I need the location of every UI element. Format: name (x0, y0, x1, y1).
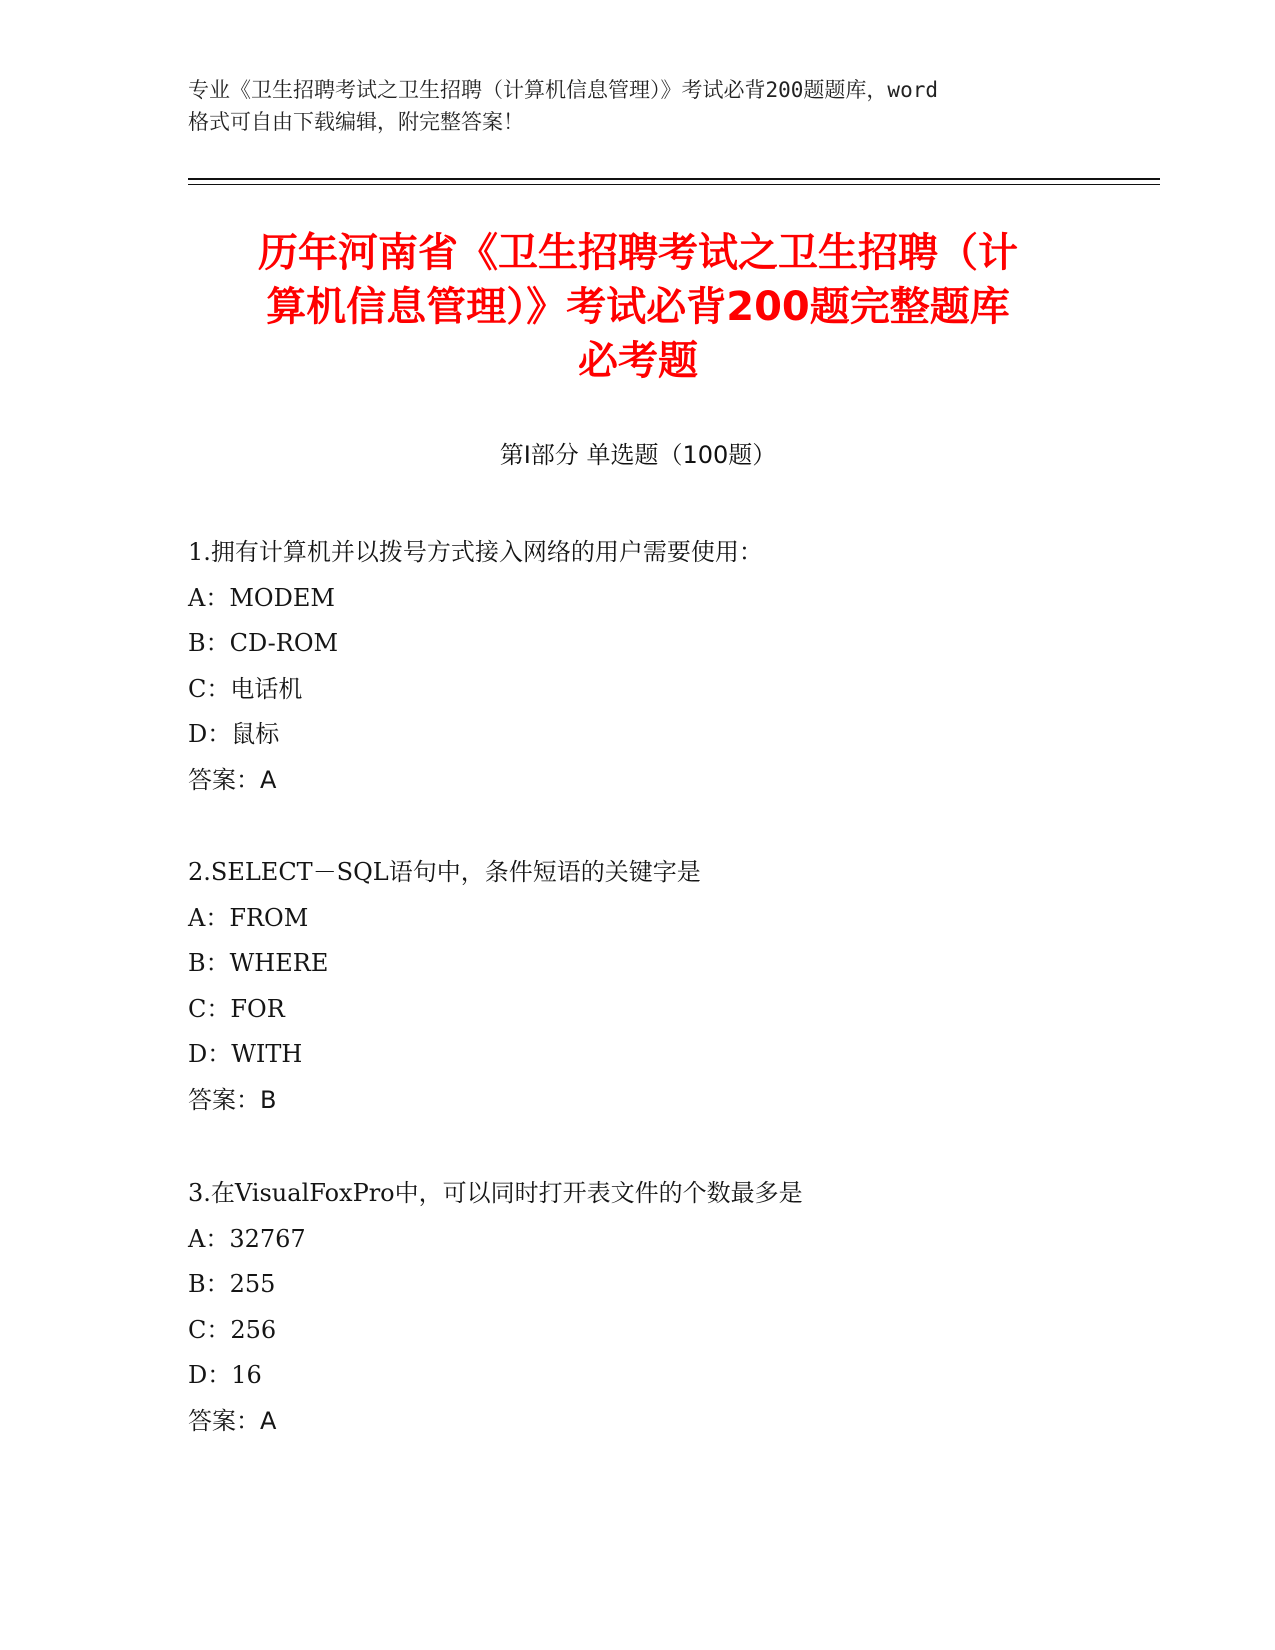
document-title-line-2: 算机信息管理）》考试必背200题完整题库 (266, 284, 1010, 330)
option-b: B：CD-ROM (188, 629, 339, 657)
option-b: B：WHERE (188, 949, 329, 977)
question-2 (188, 850, 1148, 1123)
question-stem: 2.SELECT－SQL语句中，条件短语的关键字是 (188, 858, 701, 886)
header-divider-thin (188, 184, 1160, 185)
header-note-line-2: 格式可自由下载编辑，附完整答案！ (188, 110, 524, 134)
option-c: C：电话机 (188, 674, 303, 703)
option-a: A：MODEM (188, 583, 335, 612)
option-c: C：FOR (188, 994, 285, 1023)
option-d: D：鼠标 (188, 720, 280, 748)
option-c: C：256 (188, 1315, 277, 1344)
header-divider-thick (188, 178, 1160, 180)
header-note (188, 74, 1088, 138)
document-title (188, 226, 1088, 388)
section-heading: 第Ⅰ部分 单选题（100题） (499, 441, 777, 469)
option-b: B：255 (188, 1270, 276, 1298)
document-title-line-3: 必考题 (578, 338, 698, 384)
question-3 (188, 1171, 1148, 1444)
header-note-line-1: 专业《卫生招聘考试之卫生招聘（计算机信息管理）》考试必背200题题库，word (188, 78, 938, 102)
option-a: A：FROM (188, 903, 309, 932)
question-stem: 3.在VisualFoxPro中，可以同时打开表文件的个数最多是 (188, 1179, 803, 1207)
option-d: D：WITH (188, 1040, 303, 1068)
option-a: A：32767 (188, 1224, 306, 1253)
option-d: D：16 (188, 1361, 262, 1389)
answer-line: 答案：A (188, 1406, 277, 1435)
question-stem: 1.拥有计算机并以拨号方式接入网络的用户需要使用： (188, 538, 763, 566)
question-1 (188, 530, 1148, 803)
answer-line: 答案：B (188, 1085, 277, 1114)
document-title-line-1: 历年河南省《卫生招聘考试之卫生招聘（计 (258, 230, 1018, 276)
answer-line: 答案：A (188, 765, 277, 794)
